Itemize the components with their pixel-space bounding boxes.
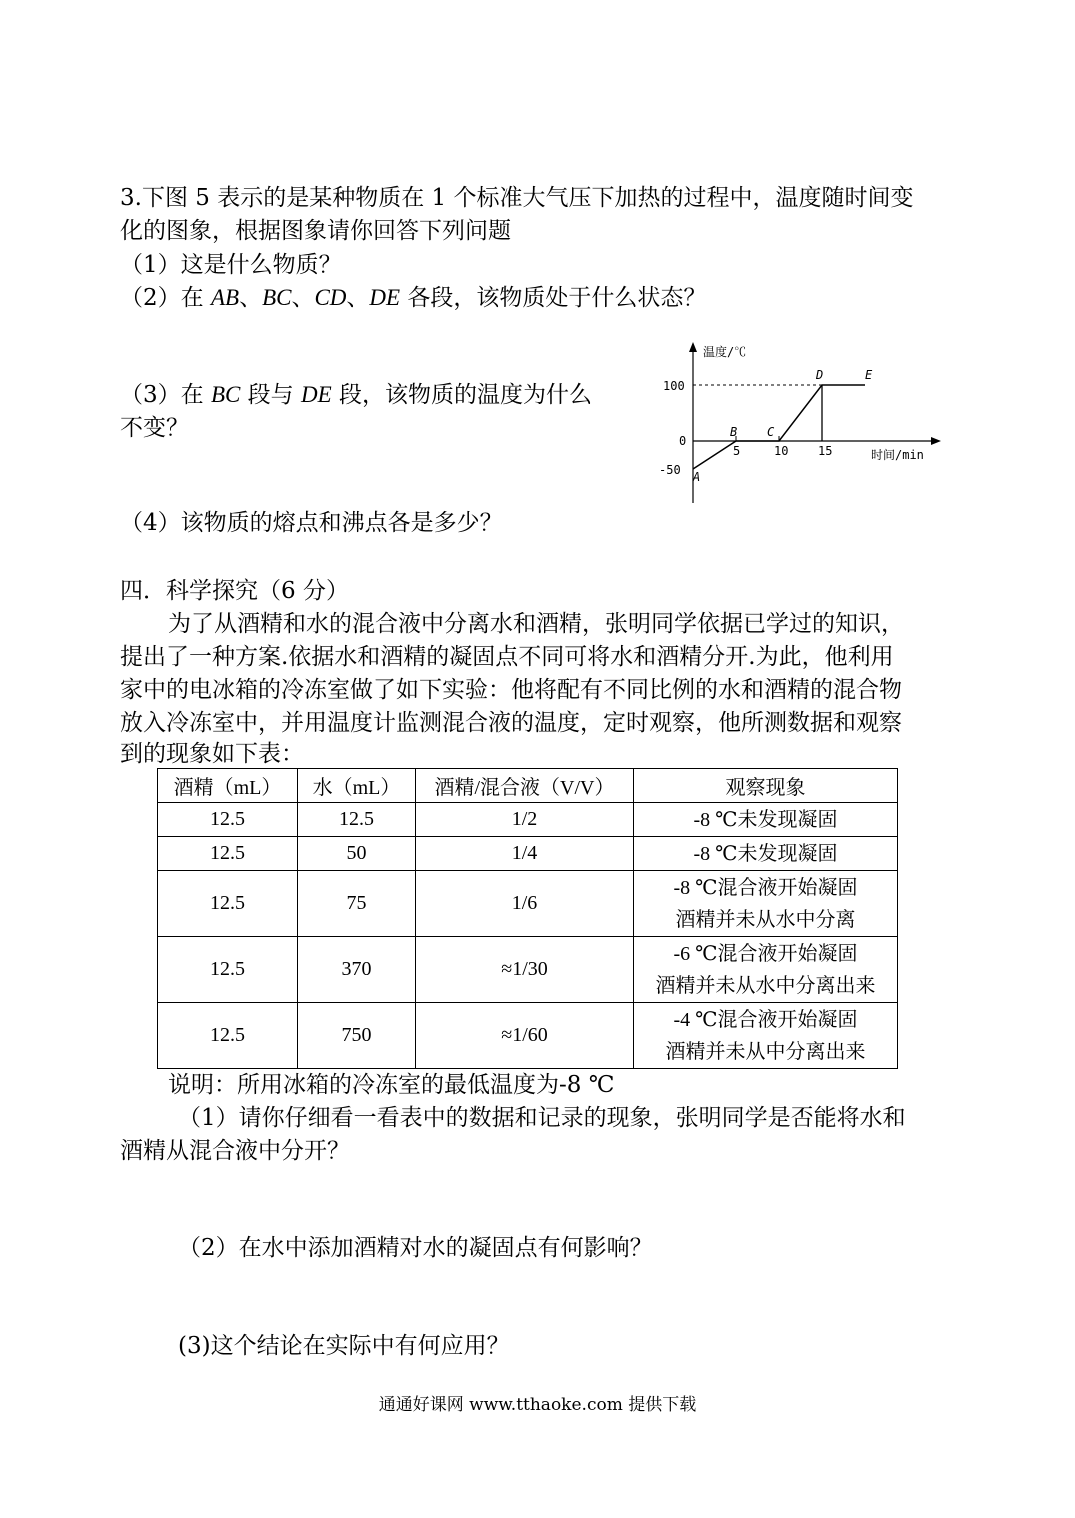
cell-observation [634, 837, 898, 871]
temperature-time-graph [655, 338, 955, 508]
col-header-water: 水（mL） [298, 769, 416, 803]
table-row [158, 937, 898, 1003]
segment-bc: BC [210, 382, 241, 407]
separator: 、 [291, 285, 315, 311]
para-line: 提出了一种方案.依据水和酒精的凝固点不同可将水和酒精分开.为此，他利用 [120, 644, 894, 670]
segment-ab: AB [210, 285, 240, 310]
q3-sub3-suffix: 段，该物质的温度为什么 [331, 382, 592, 408]
cell-water: 50 [298, 837, 416, 871]
x-tick-5: 5 [733, 444, 741, 458]
cell-ratio: 1/2 [416, 803, 634, 837]
observation-text: 酒精并未从水中分离 [675, 908, 856, 931]
observation-text: -8 ℃未发现凝固 [693, 842, 838, 865]
observation-text: 酒精并未从中分离出来 [665, 1040, 866, 1063]
x-axis-arrow [931, 437, 941, 445]
observation-text: -8 ℃混合液开始凝固 [673, 876, 858, 899]
cell-alcohol: 12.5 [158, 871, 298, 937]
table-row [158, 837, 898, 871]
cell-water: 750 [298, 1003, 416, 1069]
segment-de: DE [369, 285, 401, 310]
q3-intro-line2: 化的图象，根据图象请你回答下列问题 [120, 218, 511, 244]
col-header-alcohol: 酒精（mL） [158, 769, 298, 803]
point-label-a: A [693, 470, 701, 484]
observation-text: -8 ℃未发现凝固 [693, 808, 838, 831]
s4-question-3: (3)这个结论在实际中有何应用？ [178, 1333, 510, 1359]
y-tick-minus50: -50 [659, 463, 681, 477]
table-row [158, 871, 898, 937]
s4-question-2: （2）在水中添加酒精对水的凝固点有何影响？ [178, 1235, 653, 1261]
point-label-b: B [730, 425, 738, 439]
point-label-e: E [865, 368, 873, 382]
para-line: 到的现象如下表： [120, 741, 304, 767]
cell-ratio: ≈1/30 [416, 937, 634, 1003]
para-line: 为了从酒精和水的混合液中分离水和酒精，张明同学依据已学过的知识， [168, 611, 904, 637]
q3-sub2-prefix: （2）在 [120, 285, 211, 311]
cell-alcohol: 12.5 [158, 803, 298, 837]
q3-sub2-suffix: 各段，该物质处于什么状态？ [400, 285, 707, 311]
y-tick-100: 100 [663, 379, 685, 393]
section4-heading: 四．科学探究（6 分） [120, 578, 349, 604]
cell-alcohol: 12.5 [158, 837, 298, 871]
graph-axes [689, 342, 941, 503]
cell-observation [634, 937, 898, 1003]
x-tick-15: 15 [818, 444, 833, 458]
q3-sub1: （1）这是什么物质？ [120, 252, 342, 278]
point-label-d: D [816, 368, 824, 382]
table-row [158, 1003, 898, 1069]
para-line: 放入冷冻室中，并用温度计监测混合液的温度，定时观察，他所测数据和观察 [120, 710, 902, 736]
s4-question-1-cont: 酒精从混合液中分开？ [120, 1138, 350, 1164]
point-label-c: C [767, 425, 775, 439]
y-axis-label: 温度/℃ [703, 345, 747, 359]
cell-water: 12.5 [298, 803, 416, 837]
table-row [158, 803, 898, 837]
s4-question-1: （1）请你仔细看一看表中的数据和记录的现象，张明同学是否能将水和 [178, 1105, 906, 1131]
q3-sub3-mid: 段与 [240, 382, 301, 408]
observation-text: -6 ℃混合液开始凝固 [673, 942, 858, 965]
separator: 、 [346, 285, 370, 311]
table-note: 说明：所用冰箱的冷冻室的最低温度为-8 ℃ [168, 1072, 615, 1098]
cell-ratio: 1/6 [416, 871, 634, 937]
col-header-observation: 观察现象 [634, 769, 898, 803]
cell-alcohol: 12.5 [158, 1003, 298, 1069]
col-header-ratio: 酒精/混合液（V/V） [416, 769, 634, 803]
cell-water: 370 [298, 937, 416, 1003]
q3-sub2 [120, 283, 706, 313]
x-axis-label: 时间/min [871, 448, 924, 462]
segment-de: DE [300, 382, 332, 407]
para-line: 家中的电冰箱的冷冻室做了如下实验：他将配有不同比例的水和酒精的混合物 [120, 677, 902, 703]
segment-cd: CD [314, 285, 347, 310]
y-axis-arrow [689, 342, 697, 352]
separator: 、 [239, 285, 263, 311]
x-tick-10: 10 [774, 444, 789, 458]
experiment-table [157, 768, 898, 1069]
page-footer: 通通好课网 www.tthaoke.com 提供下载 [378, 1395, 697, 1415]
q3-sub3-line2: 不变？ [120, 415, 189, 441]
observation-text: -4 ℃混合液开始凝固 [673, 1008, 858, 1031]
q3-sub4: （4）该物质的熔点和沸点各是多少？ [120, 510, 503, 536]
cell-ratio: ≈1/60 [416, 1003, 634, 1069]
y-tick-0: 0 [679, 434, 687, 448]
q3-intro-line1: 3.下图 5 表示的是某种物质在 1 个标准大气压下加热的过程中，温度随时间变 [120, 185, 914, 211]
cell-observation [634, 1003, 898, 1069]
segment-bc: BC [262, 285, 292, 310]
cell-water: 75 [298, 871, 416, 937]
cell-observation [634, 871, 898, 937]
cell-observation [634, 803, 898, 837]
q3-sub3-prefix: （3）在 [120, 382, 211, 408]
cell-alcohol: 12.5 [158, 937, 298, 1003]
cell-ratio: 1/4 [416, 837, 634, 871]
observation-text: 酒精并未从水中分离出来 [655, 974, 876, 997]
q3-sub3 [120, 380, 592, 410]
